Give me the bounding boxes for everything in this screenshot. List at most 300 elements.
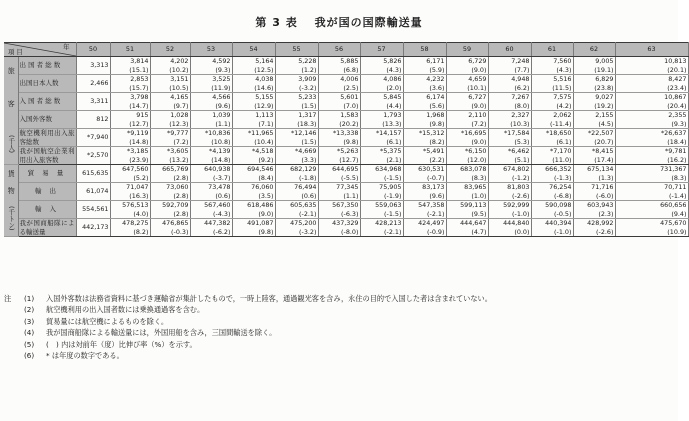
data-cell (403, 183, 446, 201)
cell-value: *16,695 (460, 129, 487, 138)
data-cell (573, 75, 615, 93)
cell-value: 547,358 (418, 201, 445, 210)
cell-value: *10,836 (204, 129, 231, 138)
data-cell (190, 219, 232, 237)
cell-value: 3,814 (130, 57, 149, 66)
cell-growth-rate: (-1.9) (384, 191, 402, 200)
cell-growth-rate: (5.1) (514, 155, 530, 164)
header-row (4, 43, 688, 57)
item-label: 項 目 (8, 47, 23, 56)
footnote-text: 入国外客数は法務省資料に基づき運輸省が集計したもので，一時上陸客，通過観光客を含み，永住の目的で入国した者は含まれていない。 (46, 294, 492, 303)
cell-growth-rate: (-2.1) (384, 227, 402, 236)
data-cell (318, 111, 360, 129)
cell-value: 1,583 (340, 111, 359, 120)
data-cell (275, 57, 318, 75)
data-cell (232, 111, 275, 129)
cell-value: *7,940 (87, 133, 109, 142)
cell-growth-rate: (13.2) (169, 155, 189, 164)
data-cell (446, 57, 488, 75)
cell-growth-rate: (11.5) (552, 83, 572, 92)
year-header: 58 (403, 43, 446, 57)
cell-growth-rate: (12.7) (129, 119, 149, 128)
row-label: 我が国商船隊による輸送量 (19, 219, 75, 236)
cell-value: 554,561 (82, 205, 109, 214)
cell-value: *9,119 (127, 129, 149, 138)
cell-value: *5,375 (380, 147, 402, 156)
cell-value: *12,146 (290, 129, 317, 138)
cell-value: 7,575 (553, 93, 572, 102)
cell-growth-rate: (9.0) (471, 101, 487, 110)
cell-growth-rate: (-4.3) (213, 209, 231, 218)
cell-value: 2,110 (468, 111, 487, 120)
data-cell (488, 165, 531, 183)
cell-growth-rate: (2.3) (598, 209, 614, 218)
data-cell (403, 93, 446, 111)
footnote-text: 我が国商船隊による輸送量には，外国用船を含み，三国間輸送を除く。 (46, 328, 277, 338)
data-cell (573, 147, 615, 165)
cell-value: *14,157 (375, 129, 402, 138)
data-cell (318, 93, 360, 111)
data-cell (275, 201, 318, 219)
data-cell (110, 75, 150, 93)
data-cell (573, 219, 615, 237)
data-cell (110, 57, 150, 75)
table-row (4, 219, 688, 237)
cell-growth-rate: (-0.3) (171, 227, 189, 236)
data-cell (190, 111, 232, 129)
data-cell (360, 57, 403, 75)
cell-value: 640,938 (204, 165, 231, 174)
data-cell (275, 129, 318, 147)
cell-growth-rate: (8.2) (429, 137, 445, 146)
cell-growth-rate: (-0.9) (427, 227, 445, 236)
table-row (4, 57, 688, 75)
year-header: 50 (76, 43, 110, 57)
cell-value: 70,711 (664, 183, 687, 192)
cell-value: *2,570 (87, 151, 109, 160)
cell-growth-rate: (-2.6) (596, 227, 614, 236)
cell-value: 615,635 (82, 169, 109, 178)
cell-growth-rate: (20.2) (339, 119, 359, 128)
cell-value: 3,909 (298, 75, 317, 84)
cell-growth-rate: (9.0) (258, 209, 274, 218)
cell-growth-rate: (10.9) (667, 227, 687, 236)
cell-value: *22,507 (587, 129, 614, 138)
data-cell (488, 129, 531, 147)
cell-value: 5,845 (383, 93, 402, 102)
cell-growth-rate: (0.0) (514, 227, 530, 236)
cell-value: *17,584 (503, 129, 530, 138)
data-cell (190, 57, 232, 75)
data-cell (573, 57, 615, 75)
row-label: 入国外客数 (18, 111, 76, 129)
data-cell (76, 75, 110, 93)
data-cell (76, 129, 110, 147)
data-cell (318, 75, 360, 93)
table-row (4, 183, 688, 201)
data-cell (446, 183, 488, 201)
cell-growth-rate: (-1.5) (384, 173, 402, 182)
cell-growth-rate: (19.2) (594, 101, 614, 110)
cell-value: 10,813 (664, 57, 687, 66)
data-cell (360, 75, 403, 93)
cell-growth-rate: (-6.8) (554, 191, 572, 200)
cell-value: *11,965 (247, 129, 274, 138)
cell-growth-rate: (10.4) (254, 137, 274, 146)
cell-value: 76,060 (251, 183, 274, 192)
cell-value: 5,233 (298, 93, 317, 102)
cell-growth-rate: (-6.3) (341, 209, 359, 218)
cell-value: 6,171 (426, 57, 445, 66)
data-cell (360, 219, 403, 237)
cell-growth-rate: (9.7) (173, 101, 189, 110)
data-cell (531, 183, 573, 201)
footnote-text: 貿易量には航空機によるものを除く。 (46, 316, 169, 326)
footnote-mark: 注 (4, 294, 12, 303)
data-cell (360, 147, 403, 165)
data-cell (110, 147, 150, 165)
data-cell (76, 147, 110, 165)
data-cell (232, 147, 275, 165)
cell-growth-rate: (4.7) (471, 227, 487, 236)
cell-value: 76,494 (294, 183, 317, 192)
cell-growth-rate: (20.1) (667, 65, 687, 74)
data-cell (150, 183, 190, 201)
year-header: 62 (573, 43, 615, 57)
row-label: 入 国 者 総 数 (18, 93, 76, 111)
data-cell (488, 111, 531, 129)
cell-value: 915 (136, 111, 149, 120)
cell-value: 2,155 (595, 111, 614, 120)
cell-value: 644,695 (332, 165, 359, 174)
footnote-number: (6) (24, 351, 35, 361)
data-cell (615, 219, 688, 237)
row-label: 航空機利用出入旅客総数 (19, 129, 75, 146)
cell-growth-rate: (-6.0) (596, 191, 614, 200)
data-cell (110, 165, 150, 183)
cell-value: 592,709 (162, 201, 189, 210)
cell-growth-rate: (23.4) (667, 83, 687, 92)
row-label: 貿 易 量 (18, 165, 76, 183)
cell-value: 660,656 (660, 201, 687, 210)
cell-value: 1,113 (255, 111, 274, 120)
footnote-number: (4) (24, 328, 35, 338)
cell-growth-rate: (-2.1) (299, 209, 317, 218)
cell-value: *4,518 (252, 147, 274, 156)
cell-value: 4,165 (170, 93, 189, 102)
cell-growth-rate: (-2.6) (512, 191, 530, 200)
cell-value: 6,729 (468, 57, 487, 66)
cell-growth-rate: (-0.7) (427, 173, 445, 182)
cell-value: 4,202 (170, 57, 189, 66)
cell-growth-rate: (4.3) (386, 65, 402, 74)
data-cell (360, 201, 403, 219)
data-cell (615, 75, 688, 93)
cell-value: 675,134 (587, 165, 614, 174)
data-cell (318, 201, 360, 219)
cell-growth-rate: (7.7) (514, 65, 530, 74)
cell-growth-rate: (-11.4) (549, 119, 572, 128)
cell-growth-rate: (9.8) (429, 119, 445, 128)
cell-growth-rate: (13.3) (382, 119, 402, 128)
cell-growth-rate: (-1.2) (512, 173, 530, 182)
cell-value: 81,803 (507, 183, 530, 192)
data-cell (150, 57, 190, 75)
cell-growth-rate: (-1.5) (384, 209, 402, 218)
year-header: 53 (190, 43, 232, 57)
section-title: 貨物 (7, 170, 16, 205)
data-cell (403, 57, 446, 75)
data-cell (150, 93, 190, 111)
cell-value: 590,098 (545, 201, 572, 210)
cell-value: 4,086 (383, 75, 402, 84)
cell-growth-rate: (18.3) (297, 119, 317, 128)
cell-growth-rate: (7.2) (471, 119, 487, 128)
data-cell (531, 111, 573, 129)
cell-growth-rate: (9.4) (671, 209, 687, 218)
cell-value: 10,867 (664, 93, 687, 102)
data-cell (573, 129, 615, 147)
cell-value: 5,826 (383, 57, 402, 66)
row-label: 出国日本人数 (18, 75, 76, 93)
cell-growth-rate: (9.8) (258, 227, 274, 236)
data-cell (76, 201, 110, 219)
data-cell (360, 129, 403, 147)
cell-value: 71,047 (126, 183, 149, 192)
table-row (4, 147, 688, 165)
cell-growth-rate: (12.3) (169, 119, 189, 128)
cell-value: 4,232 (426, 75, 445, 84)
data-cell (360, 111, 403, 129)
cell-value: *4,139 (209, 147, 231, 156)
data-cell (488, 57, 531, 75)
cell-growth-rate: (2.5) (343, 83, 359, 92)
data-cell (190, 129, 232, 147)
data-cell (150, 75, 190, 93)
cell-value: *7,170 (550, 147, 572, 156)
data-cell (110, 93, 150, 111)
data-cell (403, 201, 446, 219)
cell-growth-rate: (2.2) (429, 155, 445, 164)
cell-growth-rate: (17.4) (594, 155, 614, 164)
table-row (4, 201, 688, 219)
cell-growth-rate: (8.3) (471, 173, 487, 182)
cell-value: 4,948 (511, 75, 530, 84)
cell-value: 559,063 (375, 201, 402, 210)
data-cell (318, 183, 360, 201)
cell-growth-rate: (8.0) (514, 101, 530, 110)
year-header: 60 (488, 43, 531, 57)
data-cell (110, 219, 150, 237)
cell-value: 682,129 (290, 165, 317, 174)
data-cell (318, 129, 360, 147)
year-header: 57 (360, 43, 403, 57)
table-row (4, 75, 688, 93)
cell-value: 4,038 (255, 75, 274, 84)
cell-growth-rate: (10.3) (510, 119, 530, 128)
data-cell (531, 129, 573, 147)
cell-growth-rate: (2.8) (173, 191, 189, 200)
data-cell (615, 147, 688, 165)
data-cell (76, 165, 110, 183)
corner-header (4, 43, 76, 57)
cell-value: 73,060 (166, 183, 189, 192)
year-header: 63 (615, 43, 688, 57)
table-row (4, 165, 688, 183)
cell-growth-rate: (6.1) (386, 137, 402, 146)
row-label: 我が国航空企業利用出入旅客数 (19, 147, 75, 164)
cell-growth-rate: (6.2) (514, 83, 530, 92)
cell-value: 665,769 (162, 165, 189, 174)
cell-growth-rate: (19.1) (594, 65, 614, 74)
data-cell (232, 219, 275, 237)
data-cell (446, 129, 488, 147)
section-label (4, 165, 18, 237)
cell-growth-rate: (1.1) (343, 191, 359, 200)
cell-growth-rate: (8.4) (258, 173, 274, 182)
cell-growth-rate: (5.6) (429, 101, 445, 110)
data-cell (275, 147, 318, 165)
year-header: 55 (275, 43, 318, 57)
cell-value: 478,275 (122, 219, 149, 228)
cell-growth-rate: (9.3) (671, 119, 687, 128)
data-cell (360, 93, 403, 111)
cell-growth-rate: (-1.0) (512, 209, 530, 218)
cell-growth-rate: (-0.5) (554, 209, 572, 218)
cell-value: 599,113 (460, 201, 487, 210)
data-cell (190, 183, 232, 201)
cell-growth-rate: (12.7) (339, 155, 359, 164)
cell-growth-rate: (1.0) (471, 191, 487, 200)
cell-value: 442,173 (82, 223, 109, 232)
cell-growth-rate: (4.0) (133, 209, 149, 218)
cell-value: 618,486 (247, 201, 274, 210)
cell-growth-rate: (-1.3) (554, 173, 572, 182)
cell-growth-rate: (-3.7) (213, 173, 231, 182)
data-cell (615, 111, 688, 129)
cell-growth-rate: (8.3) (671, 173, 687, 182)
data-cell (615, 165, 688, 183)
cell-value: *9,777 (167, 129, 189, 138)
data-cell (403, 147, 446, 165)
footnote (4, 339, 676, 350)
cell-growth-rate: (1.1) (215, 119, 231, 128)
cell-growth-rate: (2.0) (386, 83, 402, 92)
cell-growth-rate: (23.9) (129, 155, 149, 164)
data-cell (318, 219, 360, 237)
footnote-number: (5) (24, 339, 35, 349)
data-cell (275, 111, 318, 129)
cell-growth-rate: (9.0) (471, 65, 487, 74)
year-header: 56 (318, 43, 360, 57)
cell-growth-rate: (9.2) (258, 155, 274, 164)
data-cell (190, 93, 232, 111)
data-cell (615, 129, 688, 147)
data-cell (615, 93, 688, 111)
footnotes (4, 293, 676, 361)
cell-value: 567,460 (204, 201, 231, 210)
cell-growth-rate: (14.6) (254, 83, 274, 92)
data-cell (190, 165, 232, 183)
cell-value: 3,525 (212, 75, 231, 84)
cell-growth-rate: (-8.0) (341, 227, 359, 236)
cell-value: *13,338 (332, 129, 359, 138)
cell-value: 567,350 (332, 201, 359, 210)
section-title: 旅客 (7, 67, 16, 134)
cell-growth-rate: (12.9) (254, 101, 274, 110)
data-cell (531, 147, 573, 165)
cell-growth-rate: (10.8) (211, 137, 231, 146)
cell-growth-rate: (16.3) (129, 191, 149, 200)
cell-value: 603,943 (587, 201, 614, 210)
data-cell (403, 75, 446, 93)
section-unit: (千人) (7, 135, 16, 154)
data-cell (318, 147, 360, 165)
cell-value: 475,670 (660, 219, 687, 228)
footnote (4, 293, 676, 304)
data-cell (232, 93, 275, 111)
cell-value: 9,027 (595, 93, 614, 102)
cell-value: 4,659 (468, 75, 487, 84)
cell-value: 9,005 (595, 57, 614, 66)
data-cell (488, 183, 531, 201)
data-cell (446, 111, 488, 129)
cell-value: 428,213 (375, 219, 402, 228)
cell-value: 1,028 (170, 111, 189, 120)
data-cell (360, 183, 403, 201)
cell-value: 1,968 (426, 111, 445, 120)
cell-growth-rate: (-1.4) (669, 191, 687, 200)
cell-growth-rate: (20.4) (667, 101, 687, 110)
cell-value: *26,637 (660, 129, 687, 138)
cell-value: 674,802 (503, 165, 530, 174)
data-cell (275, 219, 318, 237)
table-title-text: 我が国の国際輸送量 (314, 16, 423, 29)
cell-value: *3,185 (127, 147, 149, 156)
data-cell (190, 201, 232, 219)
cell-value: 440,394 (545, 219, 572, 228)
data-cell (573, 165, 615, 183)
cell-value: 5,155 (255, 93, 274, 102)
section-label (4, 57, 18, 165)
table-number: 第 3 表 (255, 16, 298, 29)
cell-value: 2,355 (668, 111, 687, 120)
year-label: 年 (63, 43, 70, 51)
cell-growth-rate: (9.6) (215, 101, 231, 110)
footnote-text: * は年度の数字である。 (46, 351, 124, 361)
cell-value: 4,006 (340, 75, 359, 84)
data-cell (190, 147, 232, 165)
data-cell (275, 93, 318, 111)
cell-value: 2,466 (90, 79, 109, 88)
data-cell (403, 165, 446, 183)
data-cell (76, 93, 110, 111)
cell-value: 8,427 (668, 75, 687, 84)
data-cell (150, 201, 190, 219)
cell-growth-rate: (4.3) (556, 65, 572, 74)
cell-growth-rate: (9.3) (215, 65, 231, 74)
data-cell (360, 165, 403, 183)
data-cell (150, 111, 190, 129)
cell-value: *8,415 (592, 147, 614, 156)
cell-value: *9,781 (665, 147, 687, 156)
cell-growth-rate: (1.2) (301, 65, 317, 74)
data-cell (615, 57, 688, 75)
cell-value: 77,345 (336, 183, 359, 192)
footnote-number: (1) (24, 294, 35, 303)
data-cell (403, 219, 446, 237)
data-cell (573, 183, 615, 201)
